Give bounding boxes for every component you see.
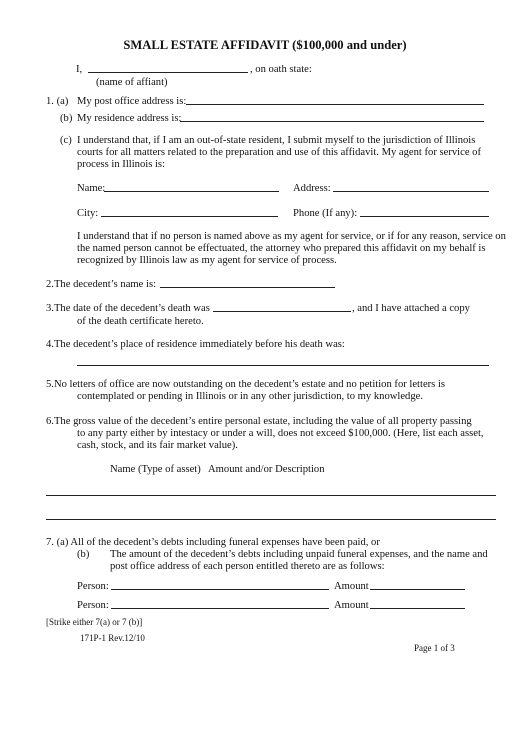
- item3-line2: of the death certificate hereto.: [77, 316, 204, 327]
- agent-address-field[interactable]: [333, 191, 489, 192]
- amount-label: Amount: [334, 581, 369, 592]
- asset-entry-line[interactable]: [46, 519, 496, 520]
- item7b-prefix: (b): [77, 549, 90, 560]
- page-number: Page 1 of 3: [414, 643, 455, 653]
- intro-on-oath: , on oath state:: [250, 64, 312, 75]
- agent-phone-field[interactable]: [360, 216, 489, 217]
- post-office-address-field[interactable]: [186, 104, 484, 105]
- person-label: Person:: [77, 581, 109, 592]
- death-date-field[interactable]: [213, 311, 351, 312]
- item7a-label: 7. (a) All of the decedent’s debts including funeral expenses have been paid, or: [46, 537, 380, 548]
- agent-name-field[interactable]: [104, 191, 279, 192]
- agent-address-label: Address:: [293, 183, 331, 194]
- decedent-name-field[interactable]: [160, 287, 335, 288]
- asset-name-column-label: Name (Type of asset): [110, 464, 201, 475]
- residence-address-field[interactable]: [180, 121, 484, 122]
- creditor-amount-field[interactable]: [370, 608, 465, 609]
- item3-after: , and I have attached a copy: [352, 303, 470, 314]
- creditor-person-field[interactable]: [111, 589, 329, 590]
- item1c-line: courts for all matters related to the preparation and use of this affidavit. My agent for service of: [77, 147, 481, 158]
- agent-city-label: City:: [77, 208, 99, 219]
- item5-line: contemplated or pending in Illinois or in any other jurisdiction, to my knowledge.: [77, 391, 423, 402]
- affiant-name-field[interactable]: [88, 72, 248, 73]
- item1a-label: My post office address is:: [77, 96, 187, 107]
- agent-name-label: Name:: [77, 183, 106, 194]
- agent-phone-label: Phone (If any):: [293, 208, 358, 219]
- attorney-agent-line: I understand that if no person is named above as my agent for service, or if for any reason, service on: [77, 231, 506, 242]
- item3-label: 3.The date of the decedent’s death was: [46, 303, 210, 314]
- residence-before-death-field[interactable]: [77, 365, 489, 366]
- asset-entry-line[interactable]: [46, 495, 496, 496]
- item5-line: 5.No letters of office are now outstanding on the decedent’s estate and no petition for letters is: [46, 379, 446, 390]
- item7b-line: post office address of each person entitled thereto are as follows:: [110, 561, 385, 572]
- affiant-name-caption: (name of affiant): [96, 77, 168, 88]
- item6-line: 6.The gross value of the decedent’s entire personal estate, including the value of all property passing: [46, 416, 472, 427]
- item1b-prefix: (b): [60, 113, 73, 124]
- item2-label: 2.The decedent’s name is:: [46, 279, 157, 290]
- item1c-line: process in Illinois is:: [77, 159, 165, 170]
- creditor-amount-field[interactable]: [370, 589, 465, 590]
- intro-i: I,: [76, 64, 83, 75]
- asset-amount-column-label: Amount and/or Description: [208, 464, 325, 475]
- item6-line: cash, stock, and its fair market value).: [77, 440, 238, 451]
- attorney-agent-line: recognized by Illinois law as my agent for service of process.: [77, 255, 337, 266]
- creditor-person-field[interactable]: [111, 608, 329, 609]
- item7b-line: The amount of the decedent’s debts including unpaid funeral expenses, and the name and: [110, 549, 488, 560]
- form-id: 171P-1 Rev.12/10: [80, 633, 145, 643]
- amount-label: Amount: [334, 600, 369, 611]
- item1c-line: I understand that, if I am an out-of-state resident, I submit myself to the jurisdiction of Illinois: [77, 135, 476, 146]
- item1a-prefix: 1. (a): [46, 96, 69, 107]
- item1c-prefix: (c): [60, 135, 72, 146]
- person-label: Person:: [77, 600, 109, 611]
- item4-label: 4.The decedent’s place of residence immediately before his death was:: [46, 339, 345, 350]
- strike-note: [Strike either 7(a) or 7 (b)]: [46, 617, 143, 627]
- attorney-agent-line: the named person cannot be effectuated, the attorney who prepared this affidavit on my behalf is: [77, 243, 486, 254]
- page-title: SMALL ESTATE AFFIDAVIT ($100,000 and under): [123, 38, 407, 52]
- item6-line: to any party either by intestacy or under a will, does not exceed $100,000. (Here, list each asset,: [77, 428, 484, 439]
- agent-city-field[interactable]: [101, 216, 278, 217]
- item1b-label: My residence address is:: [77, 113, 182, 124]
